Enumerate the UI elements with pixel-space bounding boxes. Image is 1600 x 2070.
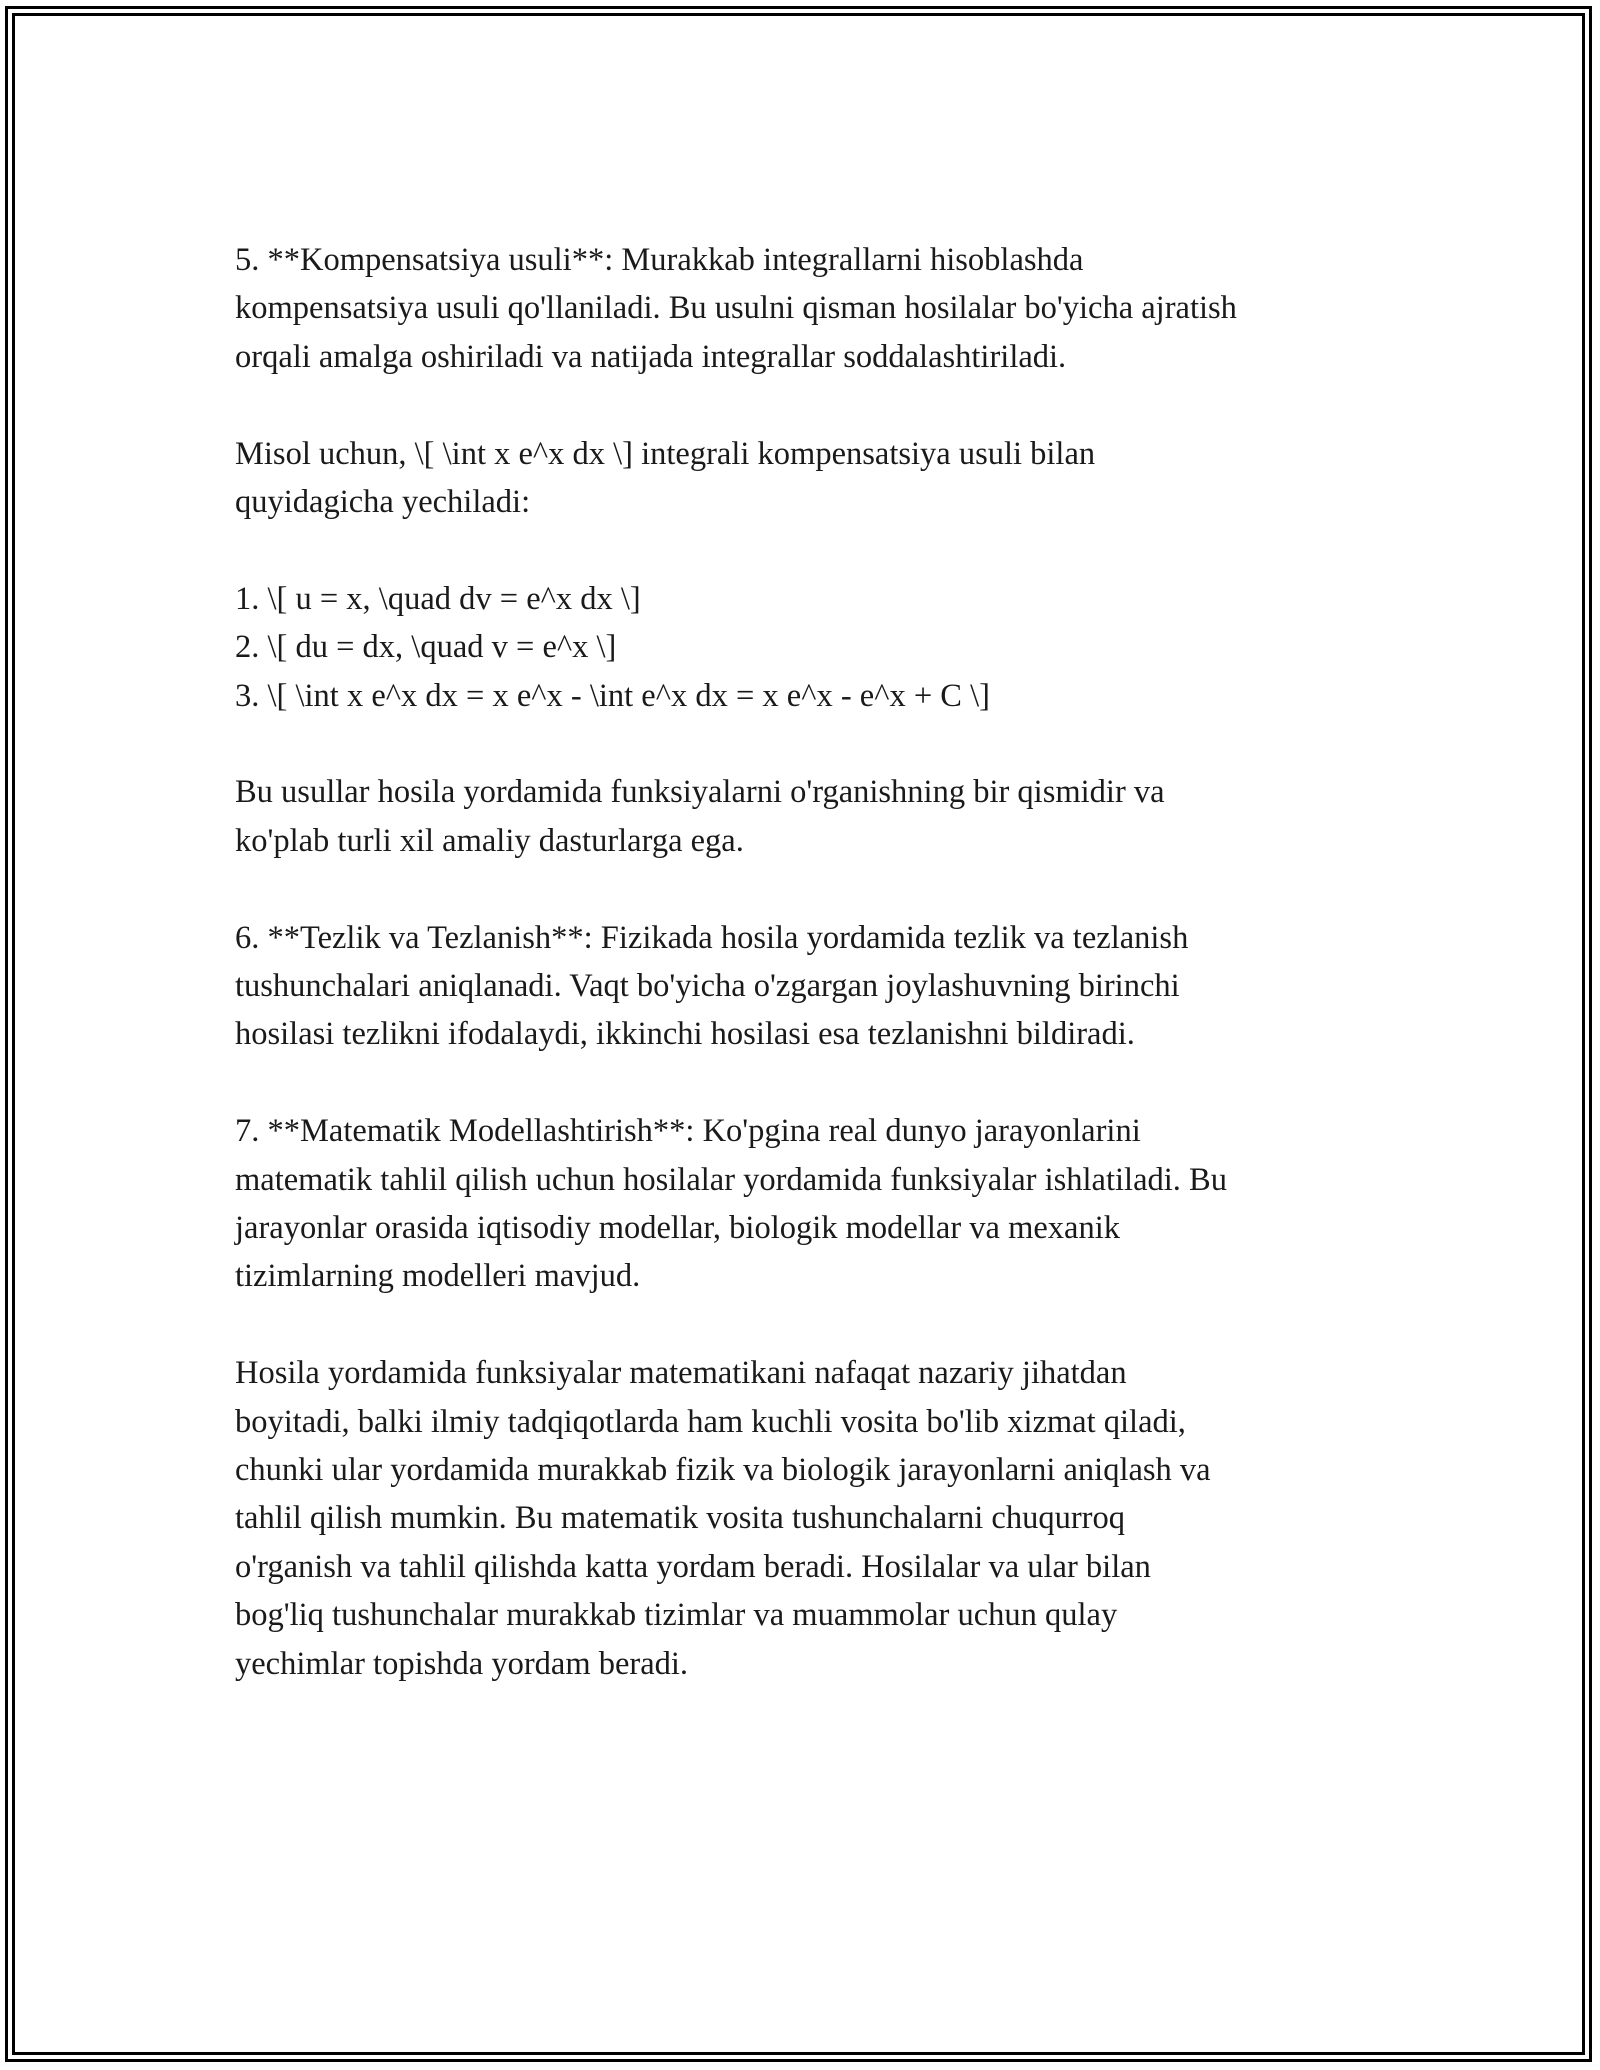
paragraph-tezlik-tezlanish: 6. **Tezlik va Tezlanish**: Fizikada hosila yordamida tezlik va tezlanish tushunchalari aniqlanadi. Vaqt bo'yicha o'zgargan joylashuvning birinchi hosilasi tezlikni ifodalaydi, ikkinchi hosilasi esa tezlanishni bildiradi.: [235, 919, 1189, 1053]
paragraph-usullar-summary: Bu usullar hosila yordamida funksiyalarni o'rganishning bir qismidir va ko'plab turli xil amaliy dasturlarga ega.: [235, 774, 1165, 859]
paragraph-steps-list: 1. \[ u = x, \quad dv = e^x dx \] 2. \[ du = dx, \quad v = e^x \] 3. \[ \int x e^x dx = x e^x - \int e^x dx = x e^x - e^x + C \]: [235, 580, 990, 714]
paragraph-conclusion: Hosila yordamida funksiyalar matematikani nafaqat nazariy jihatdan boyitadi, balki ilmiy tadqiqotlarda ham kuchli vosita bo'lib xizmat qiladi, chunki ular yordamida murakkab fizik va biologik jarayonlarni aniqlash va tahlil qilish mumkin. Bu matematik vosita tushunchalarni chuqurroq o'rganish va tahlil qilishda katta yordam beradi. Hosilalar va ular bilan bog'liq tushunchalar murakkab tizimlar va muammolar uchun qulay yechimlar topishda yordam beradi.: [235, 1355, 1211, 1682]
paragraph-misol: Misol uchun, \[ \int x e^x dx \] integrali kompensatsiya usuli bilan quyidagicha yechiladi:: [235, 435, 1096, 521]
document-body: [235, 236, 1395, 1736]
paragraph-kompensatsiya-usuli: 5. **Kompensatsiya usuli**: Murakkab integrallarni hisoblashda kompensatsiya usuli qo'llaniladi. Bu usulni qisman hosilalar bo'yicha ajratish orqali amalga oshiriladi va natijada integrallar soddalashtiriladi.: [235, 242, 1237, 375]
paragraph-matematik-modellashtirish: 7. **Matematik Modellashtirish**: Ko'pgina real dunyo jarayonlarini matematik tahlil qilish uchun hosilalar yordamida funksiyalar ishlatiladi. Bu jarayonlar orasida iqtisodiy modellar, biologik modellar va mexanik tizimlarning modelleri mavjud.: [235, 1113, 1227, 1295]
